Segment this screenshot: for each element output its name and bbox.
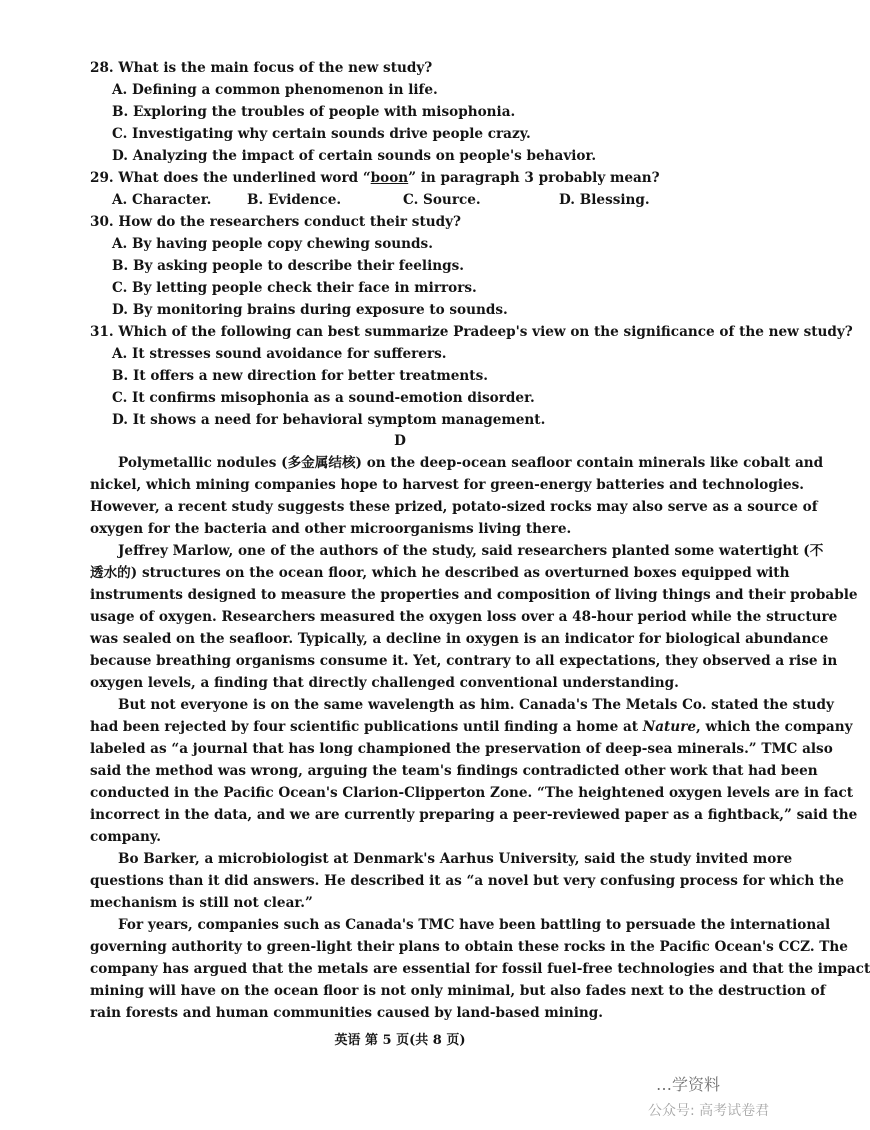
question-31-option-a: A. It stresses sound avoidance for sufferers. bbox=[112, 346, 447, 362]
paragraph-2-line: was sealed on the seafloor. Typically, a decline in oxygen is an indicator for biological abundance bbox=[90, 631, 829, 647]
question-30-option-b: B. By asking people to describe their feelings. bbox=[112, 258, 465, 274]
question-28-option-b: B. Exploring the troubles of people with misophonia. bbox=[112, 104, 516, 120]
paragraph-5-line: company has argued that the metals are essential for fossil fuel-free technologies and that the impact bbox=[90, 961, 870, 977]
question-29-option-c: C. Source. bbox=[403, 192, 481, 208]
paragraph-1-line: However, a recent study suggests these prized, potato-sized rocks may also serve as a source of bbox=[90, 499, 818, 515]
paragraph-2-line: oxygen levels, a finding that directly challenged conventional understanding. bbox=[90, 675, 679, 691]
paragraph-1-line: nickel, which mining companies hope to harvest for green-energy batteries and technologies. bbox=[90, 477, 805, 493]
question-29-options bbox=[112, 190, 650, 210]
question-29-option-b: B. Evidence. bbox=[247, 192, 342, 208]
paragraph-2-line: 透水的) structures on the ocean floor, which he described as overturned boxes equipped with bbox=[90, 565, 790, 581]
page-footer: 英语 第 5 页(共 8 页) bbox=[334, 1033, 466, 1048]
paragraph-5-line: governing authority to green-light their plans to obtain these rocks in the Pacific Ocean's CCZ. The bbox=[90, 939, 848, 955]
watermark-top: …学资料 bbox=[656, 1075, 721, 1094]
paragraph-3-line: But not everyone is on the same wavelength as him. Canada's The Metals Co. stated the study bbox=[118, 697, 834, 713]
underlined-word: boon bbox=[370, 170, 409, 186]
question-30-option-d: D. By monitoring brains during exposure to sounds. bbox=[112, 302, 508, 318]
question-31-option-b: B. It offers a new direction for better treatments. bbox=[112, 368, 488, 384]
watermark-bottom: 公众号: 高考试卷君 bbox=[648, 1103, 770, 1119]
question-29-option-d: D. Blessing. bbox=[559, 192, 650, 208]
paragraph-3-line: said the method was wrong, arguing the team's findings contradicted other work that had been bbox=[90, 763, 818, 779]
question-28-option-c: C. Investigating why certain sounds drive people crazy. bbox=[112, 126, 531, 142]
question-30-option-c: C. By letting people check their face in mirrors. bbox=[112, 280, 477, 296]
paragraph-3-line: incorrect in the data, and we are currently preparing a peer-reviewed paper as a fightback,” said the bbox=[90, 807, 858, 823]
question-31-stem: 31. Which of the following can best summarize Pradeep's view on the significance of the new study? bbox=[90, 324, 853, 340]
paragraph-5-line: rain forests and human communities caused by land-based mining. bbox=[90, 1005, 604, 1021]
paragraph-2-line: Jeffrey Marlow, one of the authors of the study, said researchers planted some watertight (不 bbox=[118, 543, 824, 559]
paragraph-1-line: Polymetallic nodules (多金属结核) on the deep-ocean seafloor contain minerals like cobalt and bbox=[118, 455, 824, 471]
question-29-stem: 29. What does the underlined word “boon” in paragraph 3 probably mean? bbox=[90, 170, 660, 186]
journal-name: Nature bbox=[642, 719, 697, 735]
question-30-option-a: A. By having people copy chewing sounds. bbox=[112, 236, 433, 252]
question-28-stem: 28. What is the main focus of the new study? bbox=[90, 60, 433, 76]
question-31-option-d: D. It shows a need for behavioral symptom management. bbox=[112, 412, 546, 428]
paragraph-3-line: labeled as “a journal that has long championed the preservation of deep-sea minerals.” TMC also bbox=[90, 741, 833, 757]
paragraph-5-line: For years, companies such as Canada's TMC have been battling to persuade the international bbox=[118, 917, 831, 933]
passage-letter: D bbox=[394, 433, 406, 449]
paragraph-2-line: usage of oxygen. Researchers measured the oxygen loss over a 48-hour period while the structure bbox=[90, 609, 838, 625]
paragraph-2-line: instruments designed to measure the properties and composition of living things and their probable bbox=[90, 587, 858, 603]
paragraph-4-line: Bo Barker, a microbiologist at Denmark's Aarhus University, said the study invited more bbox=[118, 851, 793, 867]
question-31-option-c: C. It confirms misophonia as a sound-emotion disorder. bbox=[112, 390, 535, 406]
paragraph-5-line: mining will have on the ocean floor is not only minimal, but also fades next to the destruction of bbox=[90, 983, 826, 999]
question-29-option-a: A. Character. bbox=[112, 192, 212, 208]
question-28-option-d: D. Analyzing the impact of certain sounds on people's behavior. bbox=[112, 148, 597, 164]
paragraph-4-line: questions than it did answers. He described it as “a novel but very confusing process for which the bbox=[90, 873, 844, 889]
paragraph-1-line: oxygen for the bacteria and other microorganisms living there. bbox=[90, 521, 572, 537]
question-30-stem: 30. How do the researchers conduct their study? bbox=[90, 214, 461, 230]
paragraph-3-line: conducted in the Pacific Ocean's Clarion-Clipperton Zone. “The heightened oxygen levels are in fact bbox=[90, 785, 854, 801]
paragraph-2-line: because breathing organisms consume it. Yet, contrary to all expectations, they observed a rise in bbox=[90, 653, 838, 669]
paragraph-3-line: had been rejected by four scientific publications until finding a home at Nature, which the company bbox=[90, 719, 853, 735]
paragraph-4-line: mechanism is still not clear.” bbox=[90, 895, 313, 911]
paragraph-3-line: company. bbox=[90, 829, 161, 845]
question-28-option-a: A. Defining a common phenomenon in life. bbox=[112, 82, 438, 98]
